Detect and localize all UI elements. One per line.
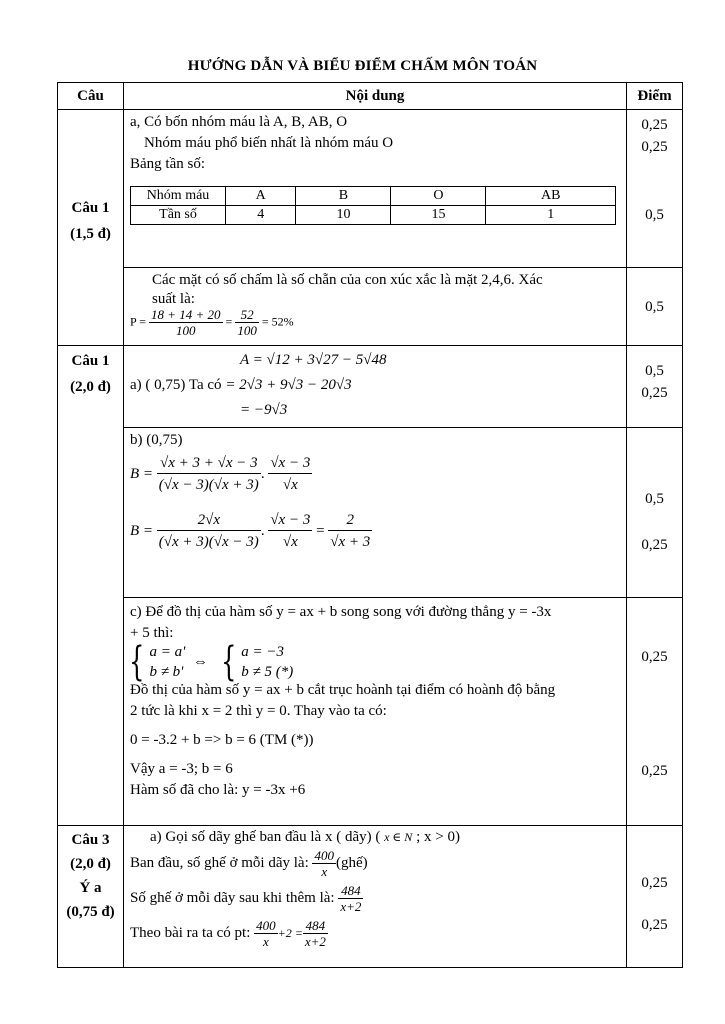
eq-lhs: B = (130, 522, 154, 539)
score: 0,25 (641, 763, 668, 779)
grading-table (57, 82, 683, 968)
freq-cell: 10 (296, 206, 391, 225)
q2c-line4: 2 tức là khi x = 2 thì y = 0. Thay vào ta có: (130, 703, 387, 719)
q3-line2 (130, 848, 620, 879)
eq-lhs: B = (130, 465, 154, 482)
frac-den: √x (282, 477, 298, 493)
score: 0,25 (641, 649, 668, 665)
q3-label-cell (58, 826, 124, 968)
q3-line3-text: Số ghế ở mỗi dãy sau khi thêm là: (130, 889, 335, 906)
q1a-line2: Nhóm máu phổ biến nhất là nhóm máu O (144, 135, 394, 151)
frac-num: 2√x (157, 510, 261, 531)
q3-line1-text: a) Gọi số dãy ghế ban đầu là x ( dãy) ( (150, 829, 381, 845)
q2a-eq2: = 2√3 + 9√3 − 20√3 (225, 377, 352, 393)
frequency-table (130, 186, 616, 225)
sys-line: b ≠ 5 (*) (241, 664, 294, 680)
freq-row-1 (131, 187, 616, 206)
q2-row-b (58, 428, 683, 598)
score: 0,5 (645, 298, 664, 315)
freq-cell: AB (486, 187, 616, 206)
q1a-scores (627, 110, 683, 268)
score: 0,25 (641, 139, 668, 155)
header-question: Câu (58, 83, 124, 110)
q2c-line2: + 5 thì: (130, 625, 174, 641)
q2c-line3: Đồ thị của hàm số y = ax + b cắt trục hoành tại điểm có hoành độ bằng (130, 682, 556, 698)
freq-cell: B (296, 187, 391, 206)
frac-num: √x − 3 (268, 510, 312, 531)
q3-line4-text: Theo bài ra ta có pt: (130, 924, 251, 941)
frac-den: x (262, 934, 269, 949)
iff-symbol: ⇔ (193, 653, 209, 670)
frac-den: (√x − 3)(√x + 3) (158, 477, 259, 493)
q2a-scores (627, 346, 683, 428)
q3-content (124, 826, 627, 968)
q2b-intro: b) (0,75) (130, 432, 183, 448)
page-title: HƯỚNG DẪN VÀ BIỂU ĐIỂM CHẤM MÔN TOÁN (187, 58, 538, 74)
q1-row-a (58, 110, 683, 268)
q1-points: (1,5 đ) (70, 225, 111, 242)
frac-num: 52 (235, 307, 259, 323)
q2b-content (124, 428, 627, 598)
q2b-scores (627, 428, 683, 598)
q2a-intro: a) ( 0,75) Ta có (130, 377, 222, 393)
q1-row-b (58, 268, 683, 346)
frac-num: √x − 3 (268, 453, 312, 474)
q3-line3 (130, 883, 620, 914)
score: 0,5 (645, 491, 664, 507)
q2c-scores (627, 598, 683, 826)
frac-num: 2 (328, 510, 372, 531)
frac-den: √x (282, 534, 298, 550)
frac-den: x+2 (304, 934, 326, 949)
q2a-content (124, 346, 627, 428)
score: 0,25 (641, 917, 668, 933)
frac-den: x+2 (340, 899, 362, 914)
frac-num: 18 + 14 + 20 (151, 307, 221, 322)
p-result: = 52% (261, 314, 294, 329)
frac-num: 400 (314, 848, 334, 863)
q1a-line1: a, Có bốn nhóm máu là A, B, AB, O (130, 114, 348, 130)
q2c-line5: 0 = -3.2 + b => b = 6 (TM (*)) (130, 732, 314, 748)
freq-cell: Tần số (131, 206, 226, 225)
q2-row-c (58, 598, 683, 826)
score: 0,25 (641, 537, 668, 553)
frac-num: √x + 3 + √x − 3 (157, 453, 261, 474)
score: 0,25 (641, 117, 668, 133)
frac-den: 100 (237, 323, 257, 338)
score: 0,5 (645, 207, 664, 223)
q2-label: Câu 1 (71, 353, 110, 369)
q1a-line3: Bảng tần số: (130, 156, 205, 172)
q1a-content (124, 110, 627, 268)
freq-cell: 15 (391, 206, 486, 225)
sys-line: a = −3 (241, 644, 284, 660)
frac-den: 100 (176, 323, 196, 338)
probability-formula: P = $\frac{18 + 14 + 20}{100}$ = $\frac{52}{100}$ = 52% (130, 307, 294, 338)
q3-row (58, 826, 683, 968)
q2c-line6: Vậy a = -3; b = 6 (130, 761, 233, 777)
p-label: P = (130, 314, 146, 329)
freq-cell: 4 (226, 206, 296, 225)
q2c-line7: Hàm số đã cho là: y = -3x +6 (130, 782, 306, 798)
freq-cell: Nhóm máu (131, 187, 226, 206)
score: 0,25 (641, 385, 668, 401)
q2-row-a (58, 346, 683, 428)
q1b-line1: Các mặt có số chấm là số chẵn của con xúc xắc là mặt 2,4,6. Xác (152, 272, 543, 288)
q1-label: Câu 1 (71, 199, 110, 216)
freq-cell: A (226, 187, 296, 206)
q1b-scores (627, 268, 683, 346)
q1b-line2: suất là: (152, 291, 195, 307)
sys-line: a = a' (149, 644, 186, 660)
q3-scores (627, 826, 683, 968)
q3-line1-cond: x ∈ N (384, 830, 413, 844)
q2b-eq1: B = $\frac{√x + 3 + √x - 3}{(√x - 3)(√x + 3)}$ . $\frac{√x - 3}{√x}$ (130, 453, 620, 496)
frac-num: 484 (338, 883, 363, 899)
frac-den: √x + 3 (330, 534, 371, 550)
q2c-system (124, 639, 620, 685)
brace-symbol: { (129, 639, 145, 685)
score: 0,5 (645, 363, 664, 379)
q3-line2-post: (ghế) (335, 854, 368, 871)
q1b-content (124, 268, 627, 346)
header-content: Nội dung (124, 83, 627, 110)
q3-line4 (130, 918, 620, 949)
freq-row-2 (131, 206, 616, 225)
q3-label: Câu 3 (71, 832, 110, 848)
q3-part: Ý a (79, 880, 102, 896)
frac-num: 484 (303, 918, 328, 934)
q2-points: (2,0 đ) (70, 379, 111, 395)
brace-symbol: { (220, 639, 237, 685)
q3-part-points: (0,75 đ) (66, 904, 115, 920)
q2b-eq2: B = $\frac{2√x}{(√x + 3)(√x - 3)}$ . $\frac{√x - 3}{√x}$ = $\frac{2}{√x + 3}$ (130, 510, 620, 553)
q3-line4-mid: +2 = (277, 925, 303, 940)
q2a-eq3: = −9√3 (240, 402, 288, 418)
q1-label-cell (58, 110, 124, 346)
q2c-line1: c) Để đồ thị của hàm số y = ax + b song song với đường thẳng y = -3x (130, 604, 552, 620)
q2a-eq1: A = √12 + 3√27 − 5√48 (240, 352, 387, 368)
sys-line: b ≠ b' (149, 664, 184, 680)
q2-label-cell (58, 346, 124, 826)
header-score: Điểm (627, 83, 683, 110)
q3-line2-text: Ban đầu, số ghế ở mỗi dãy là: (130, 854, 309, 871)
frac-num: 400 (256, 918, 276, 933)
q3-points: (2,0 đ) (70, 856, 111, 872)
q3-line1-end: ; x > 0) (416, 829, 460, 845)
score: 0,25 (641, 875, 668, 891)
q3-line1 (130, 828, 620, 846)
q2c-content (124, 598, 627, 826)
freq-cell: O (391, 187, 486, 206)
freq-cell: 1 (486, 206, 616, 225)
header-row (58, 83, 683, 110)
frac-den: x (321, 864, 328, 879)
frac-den: (√x + 3)(√x − 3) (158, 534, 259, 550)
